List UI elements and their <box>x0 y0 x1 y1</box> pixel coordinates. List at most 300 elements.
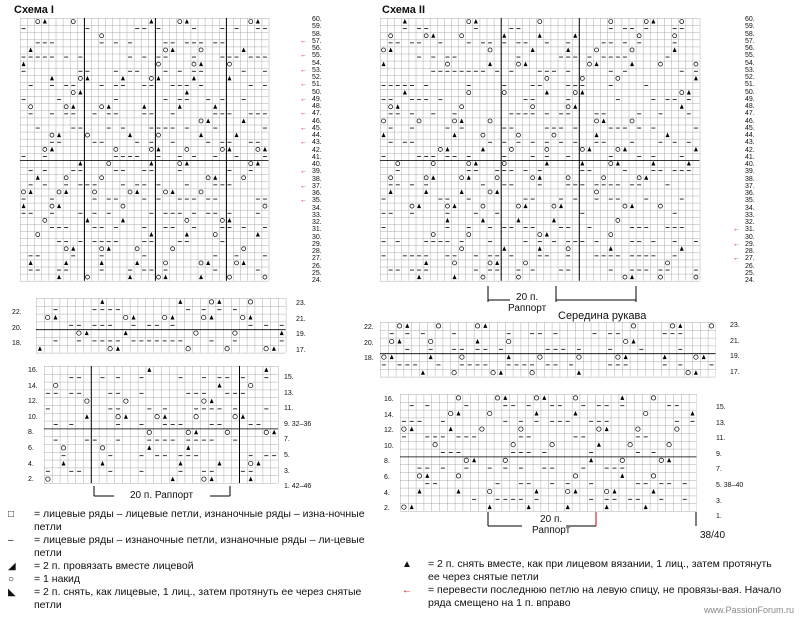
legend-right <box>402 558 782 610</box>
row-number: 20. <box>364 339 374 347</box>
decrease-icon <box>587 147 591 152</box>
decrease-icon <box>206 260 210 265</box>
yarn-over-icon <box>675 427 679 431</box>
decrease-icon <box>472 458 476 463</box>
row-number: 38. <box>312 175 322 183</box>
decrease-icon <box>227 147 231 152</box>
decrease-icon <box>71 246 75 251</box>
yarn-over-icon <box>100 105 104 109</box>
yarn-over-icon <box>54 383 58 387</box>
decrease-icon <box>185 19 189 24</box>
decrease-icon <box>605 505 609 510</box>
yarn-over-icon <box>78 76 82 80</box>
decrease-icon <box>100 299 104 304</box>
yarn-over-icon <box>64 176 68 180</box>
decrease-icon <box>64 189 68 194</box>
yarn-over-icon <box>519 427 523 431</box>
yarn-over-icon <box>100 446 104 450</box>
row-number: 48. <box>312 103 322 110</box>
row-number: 56. <box>312 45 322 52</box>
yarn-over-icon <box>573 91 577 95</box>
row-number: 48. <box>745 103 755 110</box>
decrease-icon <box>702 355 706 360</box>
decrease-icon <box>85 218 89 223</box>
row-number: 10. <box>28 413 38 421</box>
yarn-over-icon <box>709 324 713 328</box>
row-number: 43. <box>312 139 322 147</box>
yarn-over-icon <box>100 247 104 251</box>
decrease-icon <box>666 133 670 138</box>
legend-left <box>8 508 368 612</box>
row-number: 25. <box>745 269 755 277</box>
row-number: 16. <box>384 396 394 403</box>
scheme-2-bottom-rapport-count: 20 п. <box>540 514 563 525</box>
decrease-icon <box>602 118 606 123</box>
row-number: 60. <box>745 16 755 23</box>
decrease-icon <box>577 370 581 375</box>
row-number: 51. <box>745 81 755 89</box>
yarn-over-icon <box>171 247 175 251</box>
row-number: 39. <box>745 168 755 176</box>
row-number: 32. <box>745 219 755 226</box>
yarn-over-icon <box>424 176 428 180</box>
decrease-icon <box>542 395 546 400</box>
row-number: 18. <box>12 340 22 348</box>
row-number: 1. 42–46 <box>284 483 312 491</box>
row-number: 59. <box>312 23 322 31</box>
row-number: 30. <box>312 233 322 241</box>
yarn-over-icon <box>235 261 239 265</box>
yarn-over-icon <box>249 20 253 24</box>
decrease-icon <box>249 477 253 482</box>
yarn-over-icon <box>64 247 68 251</box>
yarn-over-icon <box>149 76 153 80</box>
decrease-icon <box>171 315 175 320</box>
scheme-2-bottom-rapport-bracket <box>470 512 710 536</box>
decrease-icon <box>178 104 182 109</box>
row-number: 21. <box>730 337 740 345</box>
yarn-over-icon <box>233 415 237 419</box>
yarn-over-icon <box>264 347 268 351</box>
decrease-icon <box>382 133 386 138</box>
decrease-icon <box>147 367 151 372</box>
decrease-icon <box>280 331 284 336</box>
yarn-over-icon <box>502 162 506 166</box>
row-number: 15. <box>284 374 294 381</box>
yarn-over-icon <box>495 396 499 400</box>
row-number: 24. <box>745 277 755 284</box>
decrease-icon <box>678 323 682 328</box>
red-arrow-icon: ← <box>300 81 307 89</box>
row-number: 52. <box>745 74 755 81</box>
decrease-icon <box>199 62 203 67</box>
decrease-icon <box>390 355 394 360</box>
decrease-icon <box>185 232 189 237</box>
decrease-icon <box>36 175 40 180</box>
decrease-icon <box>457 411 461 416</box>
yarn-over-icon <box>481 133 485 137</box>
decrease-icon <box>481 147 485 152</box>
yarn-over-icon <box>453 261 457 265</box>
yarn-over-icon <box>449 411 453 415</box>
decrease-icon <box>85 414 89 419</box>
yarn-over-icon <box>616 147 620 151</box>
row-number: 11. <box>284 405 294 413</box>
yarn-over-icon <box>248 300 252 304</box>
decrease-icon <box>580 161 584 166</box>
scheme-2-rapport-word: Раппорт <box>508 303 547 314</box>
decrease-icon <box>644 175 648 180</box>
yarn-over-icon <box>433 443 437 447</box>
row-number: 36. <box>745 190 755 197</box>
decrease-icon <box>694 370 698 375</box>
yarn-over-icon <box>573 474 577 478</box>
red-arrow-icon: ← <box>733 240 740 248</box>
yarn-over-icon <box>185 147 189 151</box>
decrease-icon <box>410 427 414 432</box>
decrease-icon <box>389 47 393 52</box>
legend-text: = 2 п. снять, как лицевые, 1 лиц., затем протянуть ее через снятые петли <box>34 586 362 611</box>
decrease-icon <box>535 489 539 494</box>
decrease-icon <box>405 323 409 328</box>
decrease-icon <box>538 246 542 251</box>
yarn-over-icon <box>624 339 628 343</box>
decrease-icon <box>43 19 47 24</box>
legend-text: = лицевые ряды – изнаночные петли, изнаночные ряды – ли-цевые петли <box>34 534 365 559</box>
yarn-over-icon <box>382 119 386 123</box>
scheme-1-middle-grid <box>36 298 287 354</box>
yarn-over-icon <box>85 133 89 137</box>
row-number: 42. <box>312 146 322 154</box>
yarn-over-icon <box>531 176 535 180</box>
decrease-icon <box>38 346 42 351</box>
decrease-icon <box>256 161 260 166</box>
row-number: 7. <box>284 436 290 444</box>
row-number: 34. <box>312 204 322 212</box>
decrease-icon <box>694 147 698 152</box>
yarn-over-icon <box>263 204 267 208</box>
decrease-icon <box>527 505 531 510</box>
yarn-over-icon <box>658 275 662 279</box>
yarn-over-icon <box>194 415 198 419</box>
decrease-icon <box>128 275 132 280</box>
yarn-over-icon <box>694 62 698 66</box>
decrease-icon <box>535 411 539 416</box>
decrease-icon <box>630 62 634 67</box>
yarn-over-icon <box>616 355 620 359</box>
yarn-over-icon <box>460 176 464 180</box>
yarn-over-icon <box>242 176 246 180</box>
legend-item <box>8 560 368 573</box>
yarn-over-icon <box>658 204 662 208</box>
row-number: 8. <box>28 429 34 437</box>
decrease-icon <box>192 76 196 81</box>
row-number: 19. <box>296 331 306 339</box>
decrease-icon <box>651 19 655 24</box>
decrease-icon <box>453 133 457 138</box>
decrease-icon <box>149 161 153 166</box>
decrease-icon <box>382 62 386 67</box>
decrease-icon <box>78 161 82 166</box>
yarn-over-icon <box>467 162 471 166</box>
legend-text: = 2 п. снять вместе, как при лицевом вязании, 1 лиц., затем протянуть ее через снятые петли <box>428 558 772 583</box>
yarn-over-icon <box>488 489 492 493</box>
yarn-over-icon <box>670 324 674 328</box>
decrease-icon <box>467 175 471 180</box>
yarn-over-icon <box>495 176 499 180</box>
decrease-icon <box>620 395 624 400</box>
decrease-icon <box>29 47 33 52</box>
decrease-icon <box>630 204 634 209</box>
yarn-over-icon <box>644 20 648 24</box>
yarn-over-icon <box>609 20 613 24</box>
size-label: 38/40 <box>700 530 726 541</box>
dash-icon: – <box>8 535 14 546</box>
yarn-over-icon <box>431 233 435 237</box>
yarn-over-icon <box>507 339 511 343</box>
row-number: 18. <box>364 355 374 363</box>
decrease-icon <box>680 104 684 109</box>
yarn-over-icon <box>550 443 554 447</box>
decrease-icon <box>613 489 617 494</box>
row-number: 9. <box>716 450 722 458</box>
decrease-icon <box>171 189 175 194</box>
yarn-over-icon <box>438 147 442 151</box>
yarn-over-icon <box>135 247 139 251</box>
decrease-icon <box>85 331 89 336</box>
yarn-over-icon <box>100 176 104 180</box>
decrease-icon <box>398 339 402 344</box>
decrease-icon <box>272 346 276 351</box>
decrease-icon <box>597 442 601 447</box>
decrease-icon <box>429 355 433 360</box>
yarn-over-icon <box>402 427 406 431</box>
decrease-icon <box>227 218 231 223</box>
decrease-icon <box>460 189 464 194</box>
yarn-over-icon <box>220 147 224 151</box>
scheme-2-bottom-grid <box>400 394 697 512</box>
row-number: 13. <box>284 389 294 397</box>
decrease-icon <box>632 339 636 344</box>
yarn-over-icon <box>186 347 190 351</box>
yarn-over-icon <box>93 190 97 194</box>
yarn-over-icon <box>644 411 648 415</box>
decrease-icon <box>552 218 556 223</box>
decrease-icon <box>178 299 182 304</box>
decrease-icon <box>574 411 578 416</box>
row-number: 54. <box>745 59 755 67</box>
yarn-over-icon <box>577 355 581 359</box>
yarn-over-icon <box>566 247 570 251</box>
row-number: 27. <box>745 255 755 263</box>
row-number: 38. <box>745 175 755 183</box>
row-number: 37. <box>745 182 755 190</box>
yarn-over-icon <box>666 261 670 265</box>
yarn-over-icon <box>155 415 159 419</box>
scheme-2-title: Схема II <box>382 4 426 16</box>
yarn-over-icon <box>185 218 189 222</box>
yarn-over-icon <box>456 474 460 478</box>
row-number: 46. <box>312 117 322 125</box>
yarn-over-icon <box>163 315 167 319</box>
decrease-icon <box>206 118 210 123</box>
decrease-icon <box>199 275 203 280</box>
decrease-icon <box>524 62 528 67</box>
yarn-over-icon <box>530 371 534 375</box>
yarn-over-icon <box>524 261 528 265</box>
yarn-over-icon <box>488 48 492 52</box>
empty-square-icon: □ <box>8 509 15 520</box>
row-number: 49. <box>312 95 322 103</box>
decrease-icon <box>241 414 245 419</box>
scheme-2-bottom-rapport-label <box>532 514 570 536</box>
yarn-over-icon <box>147 430 151 434</box>
yarn-over-icon <box>587 62 591 66</box>
decrease-icon <box>488 62 492 67</box>
row-number: 6. <box>28 445 34 452</box>
yarn-over-icon <box>637 34 641 38</box>
row-number: 28. <box>745 248 755 255</box>
legend-item <box>8 586 368 612</box>
row-number: 3. <box>716 497 722 505</box>
red-arrow-icon: ← <box>300 95 307 103</box>
decrease-icon <box>135 260 139 265</box>
row-number: 1. <box>716 513 722 521</box>
decrease-icon <box>687 90 691 95</box>
yarn-over-icon <box>623 204 627 208</box>
row-number: 2. <box>384 505 390 513</box>
yarn-over-icon <box>460 355 464 359</box>
decrease-icon <box>101 461 105 466</box>
yarn-over-icon <box>149 147 153 151</box>
decrease-icon <box>22 62 26 67</box>
yarn-over-icon <box>436 324 440 328</box>
decrease-icon <box>116 346 120 351</box>
yarn-over-icon <box>225 430 229 434</box>
yarn-over-icon <box>516 133 520 137</box>
yarn-over-icon <box>460 34 464 38</box>
decrease-icon <box>421 370 425 375</box>
yarn-over-icon <box>481 204 485 208</box>
decrease-icon <box>210 315 214 320</box>
yarn-over-icon <box>263 275 267 279</box>
decrease-icon <box>242 118 246 123</box>
decrease-icon <box>135 189 139 194</box>
row-number: 35. <box>312 197 322 205</box>
decrease-icon <box>507 355 511 360</box>
decrease-icon <box>78 90 82 95</box>
row-number: 23. <box>730 322 740 329</box>
scheme-1-bottom-grid <box>44 366 279 484</box>
row-number: 14. <box>384 411 394 419</box>
yarn-over-icon <box>382 355 386 359</box>
yarn-over-icon <box>630 119 634 123</box>
yarn-over-icon <box>488 261 492 265</box>
row-number: 7. <box>716 466 722 474</box>
yarn-over-icon <box>85 275 89 279</box>
row-number: 25. <box>312 269 322 277</box>
decrease-icon <box>124 331 128 336</box>
red-arrow-icon: ← <box>300 168 307 176</box>
yarn-over-icon <box>241 315 245 319</box>
yarn-over-icon <box>481 275 485 279</box>
row-number: 33. <box>312 211 322 219</box>
red-arrow-icon: ← <box>300 110 307 118</box>
yarn-over-icon <box>389 105 393 109</box>
yarn-over-icon <box>429 339 433 343</box>
yarn-over-icon <box>389 34 393 38</box>
row-number: 41. <box>745 153 755 161</box>
yarn-over-icon <box>242 247 246 251</box>
row-number: 15. <box>716 404 726 411</box>
scheme-1-rapport-label: 20 п. Раппорт <box>130 490 194 501</box>
yarn-over-icon <box>580 147 584 151</box>
yarn-over-icon <box>531 105 535 109</box>
scheme-2-rapport-label <box>508 292 546 314</box>
yarn-over-icon <box>680 20 684 24</box>
decrease-icon <box>410 505 414 510</box>
decrease-icon <box>424 260 428 265</box>
row-number: 17. <box>730 368 740 376</box>
row-number: 8. <box>384 458 390 466</box>
yarn-over-icon <box>597 427 601 431</box>
red-arrow-icon: ← <box>300 66 307 74</box>
row-number: 17. <box>296 346 306 354</box>
yarn-over-icon <box>628 443 632 447</box>
decrease-icon <box>417 275 421 280</box>
row-number: 4. <box>28 460 34 468</box>
yarn-over-icon <box>452 371 456 375</box>
legend-text: = 1 накид <box>34 573 81 585</box>
yarn-over-icon <box>209 300 213 304</box>
decrease-icon <box>185 90 189 95</box>
row-number: 3. <box>284 467 290 475</box>
yarn-over-icon <box>77 331 81 335</box>
yarn-over-icon <box>50 204 54 208</box>
scheme-2-top-grid <box>380 18 701 282</box>
yarn-over-icon <box>46 315 50 319</box>
yarn-over-icon <box>637 176 641 180</box>
yarn-over-icon <box>225 347 229 351</box>
decrease-icon <box>50 147 54 152</box>
decrease-icon <box>545 90 549 95</box>
decrease-icon <box>691 411 695 416</box>
row-number: 60. <box>312 16 322 23</box>
decrease-icon <box>403 90 407 95</box>
yarn-over-icon <box>488 119 492 123</box>
decrease-icon <box>524 204 528 209</box>
decrease-icon <box>64 260 68 265</box>
decrease-icon <box>107 246 111 251</box>
decrease-icon <box>242 47 246 52</box>
yarn-over-icon <box>61 446 65 450</box>
decrease-icon <box>495 260 499 265</box>
decrease-icon <box>652 489 656 494</box>
yarn-over-icon <box>124 315 128 319</box>
yarn-over-icon <box>467 233 471 237</box>
yarn-over-icon <box>71 91 75 95</box>
decrease-icon <box>623 147 627 152</box>
row-number: 20. <box>12 324 22 332</box>
decrease-icon <box>499 370 503 375</box>
decrease-icon <box>263 147 267 152</box>
decrease-icon <box>128 133 132 138</box>
yarn-over-icon <box>202 477 206 481</box>
row-number: 12. <box>28 398 38 406</box>
decrease-icon <box>502 33 506 38</box>
row-number: 40. <box>745 161 755 168</box>
decrease-icon <box>503 395 507 400</box>
